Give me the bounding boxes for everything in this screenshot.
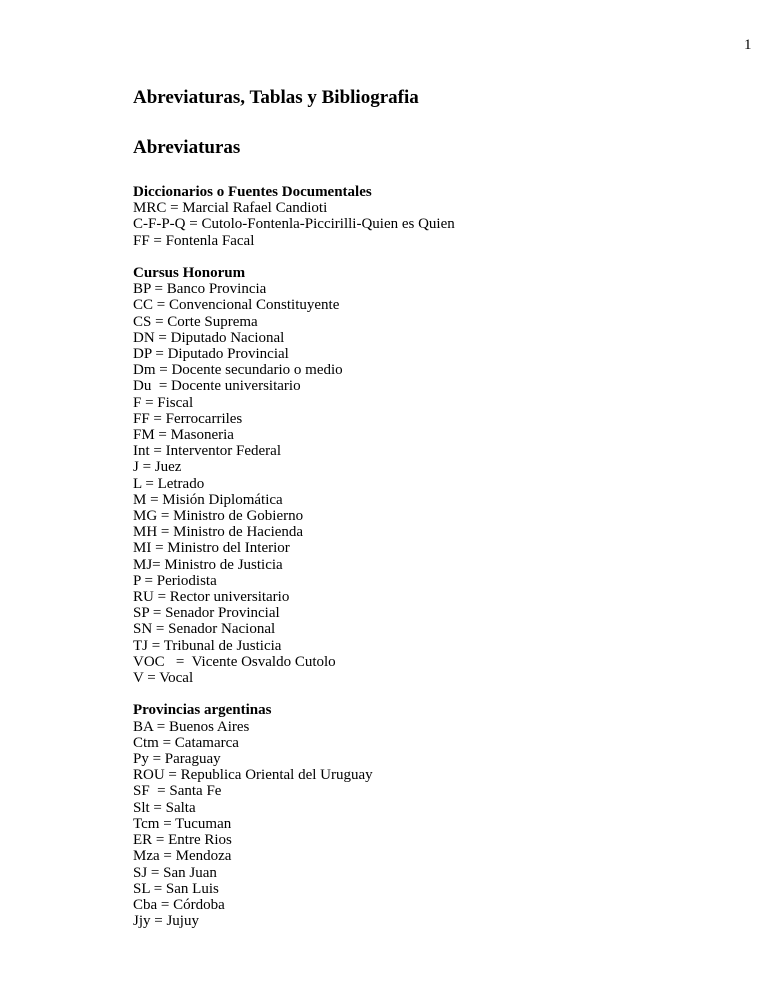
section-heading: Provincias argentinas: [133, 702, 272, 719]
abbreviation-entry: VOC = Vicente Osvaldo Cutolo: [133, 653, 336, 670]
abbreviation-entry: RU = Rector universitario: [133, 589, 290, 606]
abbreviation-entry: DP = Diputado Provincial: [133, 346, 289, 363]
abbreviation-entry: MI = Ministro del Interior: [133, 540, 290, 557]
abbreviation-entry: P = Periodista: [133, 572, 217, 589]
section-heading: Diccionarios o Fuentes Documentales: [133, 184, 372, 200]
document-title: Abreviaturas, Tablas y Bibliografia: [133, 87, 419, 108]
abbreviation-entry: Dm = Docente secundario o medio: [133, 362, 343, 379]
abbreviation-entry: Cba = Córdoba: [133, 896, 225, 913]
abbreviation-entry: MG = Ministro de Gobierno: [133, 508, 304, 525]
abbreviation-entry: SJ = San Juan: [133, 864, 217, 881]
abbreviation-section: [133, 184, 455, 249]
abbreviation-entry: Tcm = Tucuman: [133, 815, 232, 832]
abbreviation-entry: MJ= Ministro de Justicia: [133, 556, 283, 573]
abbreviation-entry: L = Letrado: [133, 475, 205, 492]
abbreviation-entry: ROU = Republica Oriental del Uruguay: [133, 767, 373, 784]
section-heading: Cursus Honorum: [133, 265, 246, 281]
abbreviation-entry: Py = Paraguay: [133, 751, 221, 768]
abbreviation-entry: Du = Docente universitario: [133, 378, 301, 395]
abbreviation-entry: SP = Senador Provincial: [133, 605, 280, 622]
abbreviation-entry: MRC = Marcial Rafael Candioti: [133, 200, 328, 217]
abbreviation-entry: ER = Entre Rios: [133, 832, 232, 849]
abbreviation-entry: BA = Buenos Aires: [133, 718, 250, 735]
abbreviation-entry: FF = Fontenla Facal: [133, 232, 255, 249]
abbreviation-entry: J = Juez: [133, 459, 182, 476]
abbreviation-entry: FF = Ferrocarriles: [133, 410, 243, 427]
section-title: Abreviaturas: [133, 137, 241, 158]
abbreviation-entry: V = Vocal: [133, 670, 194, 687]
abbreviation-entry: Slt = Salta: [133, 799, 196, 816]
abbreviation-entry: CC = Convencional Constituyente: [133, 297, 340, 314]
page-number: 1: [744, 37, 752, 53]
abbreviation-entry: C-F-P-Q = Cutolo-Fontenla-Piccirilli-Quien es Quien: [133, 216, 455, 233]
abbreviation-entry: BP = Banco Provincia: [133, 281, 267, 298]
abbreviation-section: [133, 702, 455, 929]
abbreviation-section: [133, 265, 455, 686]
abbreviation-entry: FM = Masoneria: [133, 427, 234, 444]
abbreviation-entry: SF = Santa Fe: [133, 783, 222, 800]
abbreviation-sections: [133, 184, 455, 946]
abbreviation-entry: CS = Corte Suprema: [133, 313, 258, 330]
abbreviation-entry: Mza = Mendoza: [133, 848, 232, 865]
abbreviation-entry: M = Misión Diplomática: [133, 491, 283, 508]
abbreviation-entry: SN = Senador Nacional: [133, 621, 276, 638]
abbreviation-entry: SL = San Luis: [133, 880, 219, 897]
abbreviation-entry: Int = Interventor Federal: [133, 443, 281, 460]
abbreviation-entry: DN = Diputado Nacional: [133, 329, 285, 346]
abbreviation-entry: Jjy = Jujuy: [133, 913, 199, 930]
abbreviation-entry: F = Fiscal: [133, 394, 194, 411]
abbreviation-entry: MH = Ministro de Hacienda: [133, 524, 304, 541]
abbreviation-entry: TJ = Tribunal de Justicia: [133, 637, 282, 654]
abbreviation-entry: Ctm = Catamarca: [133, 734, 239, 751]
